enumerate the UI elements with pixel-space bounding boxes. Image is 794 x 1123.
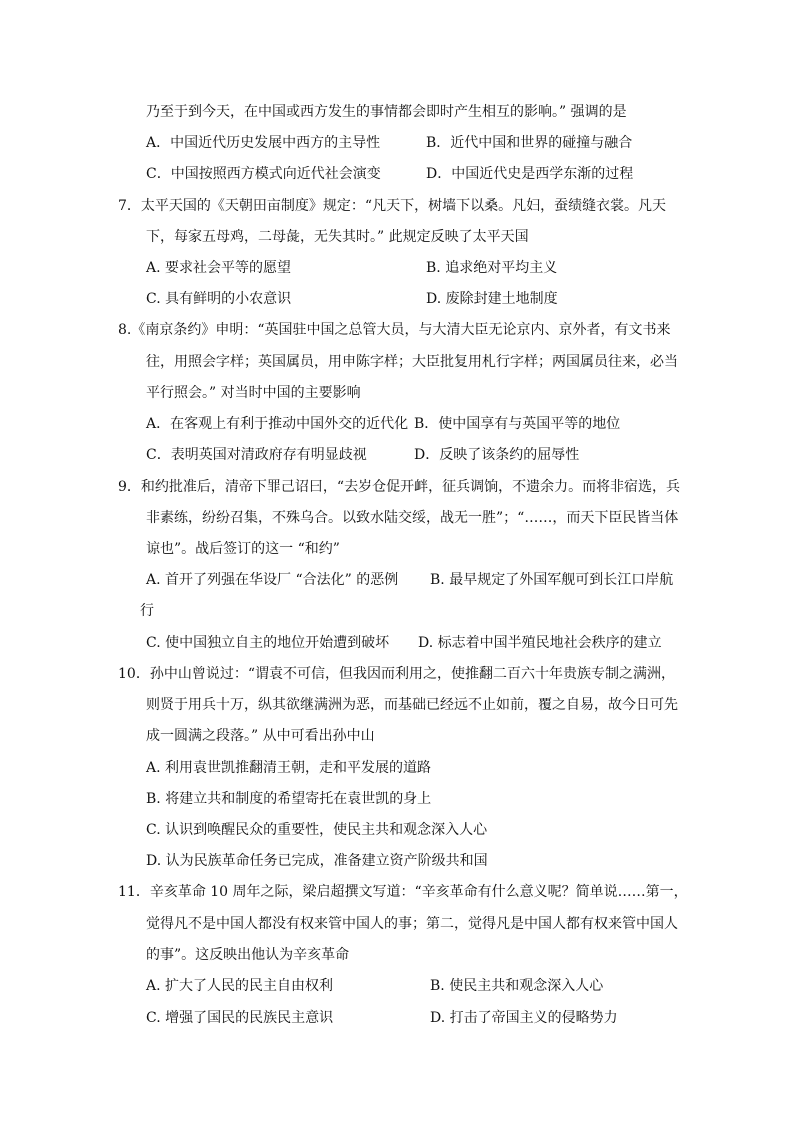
q11-stem-line-2: 觉得凡不是中国人都没有权来管中国人的事；第二，觉得凡是中国人都有权来管中国人 bbox=[146, 916, 678, 932]
q8-option-b: B．使中国享有与英国平等的地位 bbox=[414, 416, 621, 432]
q9-option-a: A. 首开了列强在华设厂 “合法化” 的恶例 bbox=[146, 572, 399, 588]
q11-option-d: D. 打击了帝国主义的侵略势力 bbox=[430, 1010, 618, 1026]
q11-option-a: A. 扩大了人民的民主自由权利 bbox=[146, 978, 334, 994]
q7-stem-line-2: 下，每家五母鸡，二母彘，无失其时。” 此规定反映了太平天国 bbox=[146, 229, 529, 245]
q8-option-a: A．在客观上有利于推动中国外交的近代化 bbox=[146, 416, 409, 432]
q8-stem-line-2: 往，用照会字样；英国属员，用申陈字样；大臣批复用札行字样；两国属员往来，必当 bbox=[146, 354, 678, 370]
q8-stem-line-3: 平行照会。” 对当时中国的主要影响 bbox=[146, 385, 361, 401]
q11-option-c: C. 增强了国民的民族民主意识 bbox=[146, 1010, 334, 1026]
q9-stem-line-2: 非素练，纷纷召集，不殊乌合。以致水陆交绥，战无一胜”；“……，而天下臣民皆当体 bbox=[146, 510, 679, 526]
q10-option-b: B. 将建立共和制度的希望寄托在袁世凯的身上 bbox=[146, 791, 432, 807]
q8-stem-line-1: 8.《南京条约》申明：“英国驻中国之总管大员，与大清大臣无论京内、京外者，有文书来 bbox=[118, 322, 671, 338]
q7-option-a: A. 要求社会平等的愿望 bbox=[146, 260, 292, 276]
q11-stem-line-1: 11．辛亥革命 10 周年之际，梁启超撰文写道：“辛亥革命有什么意义呢？简单说……第一， bbox=[118, 884, 688, 900]
q10-option-c: C. 认识到唤醒民众的重要性，使民主共和观念深入人心 bbox=[146, 822, 488, 838]
q9-option-d: D. 标志着中国半殖民地社会秩序的建立 bbox=[418, 635, 662, 651]
q9-stem-line-3: 谅也”。战后签订的这一 “和约” bbox=[146, 541, 340, 557]
q11-option-b: B. 使民主共和观念深入人心 bbox=[430, 978, 604, 994]
q9-stem-line-1: 9．和约批准后，清帝下罪己诏曰，“去岁仓促开衅，征兵调饷，不遗余力。而将非宿选，兵 bbox=[118, 479, 681, 495]
q7-option-d: D. 废除封建土地制度 bbox=[426, 291, 558, 307]
q6-option-d: D．中国近代史是西学东渐的过程 bbox=[426, 166, 634, 182]
q6-option-c: C．中国按照西方模式向近代社会演变 bbox=[146, 166, 381, 182]
q9-option-b: B. 最早规定了外国军舰可到长江口岸航 bbox=[430, 572, 674, 588]
q10-stem-line-2: 则贤于用兵十万，纵其欲继满洲为恶，而基础已经远不止如前，覆之自易，故今日可先 bbox=[146, 697, 678, 713]
q9-option-c: C. 使中国独立自主的地位开始遭到破坏 bbox=[146, 635, 390, 651]
q8-option-d: D．反映了该条约的屈辱性 bbox=[414, 447, 580, 463]
q7-option-c: C. 具有鲜明的小农意识 bbox=[146, 291, 292, 307]
q10-option-a: A. 利用袁世凯推翻清王朝，走和平发展的道路 bbox=[146, 760, 432, 776]
q7-option-b: B. 追求绝对平均主义 bbox=[426, 260, 558, 276]
q11-stem-line-3: 的事”。这反映出他认为辛亥革命 bbox=[146, 947, 350, 963]
q10-stem-line-3: 成一圆满之段落。” 从中可看出孙中山 bbox=[146, 728, 375, 744]
q7-stem-line-1: 7．太平天国的《天朝田亩制度》规定：“凡天下，树墙下以桑。凡妇，蚕绩缝衣裳。凡天 bbox=[118, 198, 667, 214]
q6-option-b: B．近代中国和世界的碰撞与融合 bbox=[426, 135, 633, 151]
q6-stem-tail: 乃至于到今天，在中国或西方发生的事情都会即时产生相互的影响。” 强调的是 bbox=[146, 104, 627, 120]
q9-option-b-wrap: 行 bbox=[140, 603, 154, 619]
q8-option-c: C．表明英国对清政府存有明显歧视 bbox=[146, 447, 367, 463]
q6-option-a: A．中国近代历史发展中西方的主导性 bbox=[146, 135, 381, 151]
q10-option-d: D. 认为民族革命任务已完成，准备建立资产阶级共和国 bbox=[146, 853, 488, 869]
q10-stem-line-1: 10．孙中山曾说过：“谓袁不可信，但我因而利用之，使推翻二百六十年贵族专制之满洲， bbox=[118, 666, 675, 682]
